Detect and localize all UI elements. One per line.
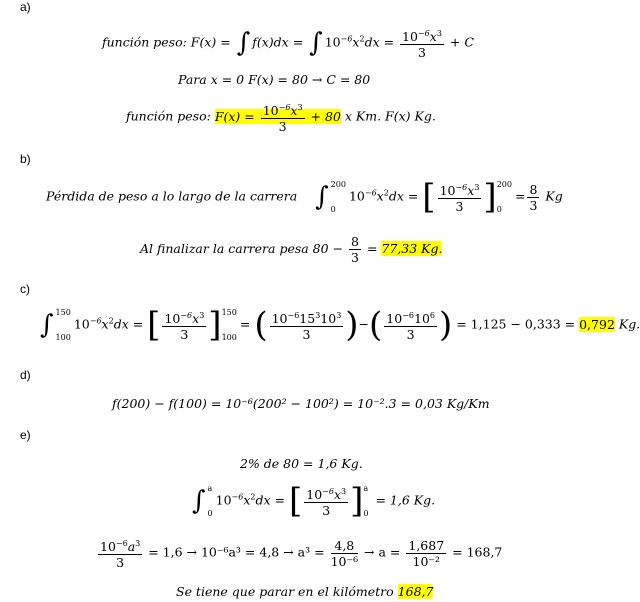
- highlight-final-weight: 77,33 Kg.: [381, 241, 443, 256]
- b-line2: Al finalizar la carrera pesa 80 − $\frac{8}{3}$ = 77,33 Kg.: [140, 234, 443, 265]
- integral-sign: ∫: [40, 310, 54, 340]
- highlight-c-result: 0,792: [579, 316, 615, 332]
- highlight-stop-km: 168,7: [397, 584, 434, 599]
- a-fraction: $\frac{10^{-6}x^3}{3}$: [400, 26, 444, 60]
- label-a: a): [20, 0, 31, 14]
- integral-limits: 200 0: [330, 180, 346, 214]
- a-line1: función peso: F(x) = ∫ f(x)dx = ∫ $10^{-6}x^2dx$ = $\frac{10^{-6}x^3}{3}$ + C: [102, 28, 474, 60]
- c-line: ∫ 150 100 $10^{-6}x^2dx$ = [ $\frac{10^{-6}x^3}{3}$ ] 150 100 = ( $\frac{10^{-6}15^310^3}{3}$ )−( $\frac{10^{-6}10^6}{3}$ ) = 1,125 − 0,333 = 0,792 Kg.: [40, 305, 640, 345]
- d-line: f(200) − f(100) = 10⁻⁶(200² − 100²) = 10⁻².3 = 0,03 Kg/Km: [112, 396, 490, 411]
- e-line4: Se tiene que parar en el kilómetro 168,7: [176, 584, 434, 599]
- integral-sign: ∫: [236, 28, 251, 58]
- e-line2: ∫ a 0 $10^{-6}x^2dx$ = [ $\frac{10^{-6}x^3}{3}$ ] a 0 = 1,6 Kg.: [192, 481, 436, 521]
- e-line1: 2% de 80 = 1,6 Kg.: [240, 456, 363, 471]
- label-d: d): [20, 368, 31, 382]
- label-c: c): [20, 282, 30, 296]
- b-line1: Pérdida de peso a lo largo de la carrera ∫ 200 0 $10^{-6}x^2dx$ = [ $\frac{10^{-6}x^3}{3}$ ] 200 0 = $\frac{8}{3}$ Kg: [46, 177, 563, 217]
- a-line3: función peso: F(x) = $\frac{10^{-6}x^3}{3}$ + 80 x Km. F(x) Kg.: [126, 100, 436, 134]
- integral-sign: ∫: [315, 182, 329, 212]
- integral-sign: ∫: [192, 486, 206, 516]
- label-b: b): [20, 152, 31, 166]
- highlight-weight-function: F(x) = $\frac{10^{-6}x^3}{3}$ + 80: [215, 109, 341, 124]
- integral-sign: ∫: [309, 28, 323, 58]
- label-e: e): [20, 428, 31, 442]
- e-line3: $\frac{10^{-6}a^3}{3}$ = 1,6 → 10⁻⁶a³ = 4,8 → a³ = $\frac{4,8}{\text{10⁻⁶}}$ → a = $\frac{1,687}{\text{10⁻²}}$ = 168,7: [100, 537, 503, 570]
- a-line2: Para x = 0 F(x) = 80 → C = 80: [178, 72, 371, 87]
